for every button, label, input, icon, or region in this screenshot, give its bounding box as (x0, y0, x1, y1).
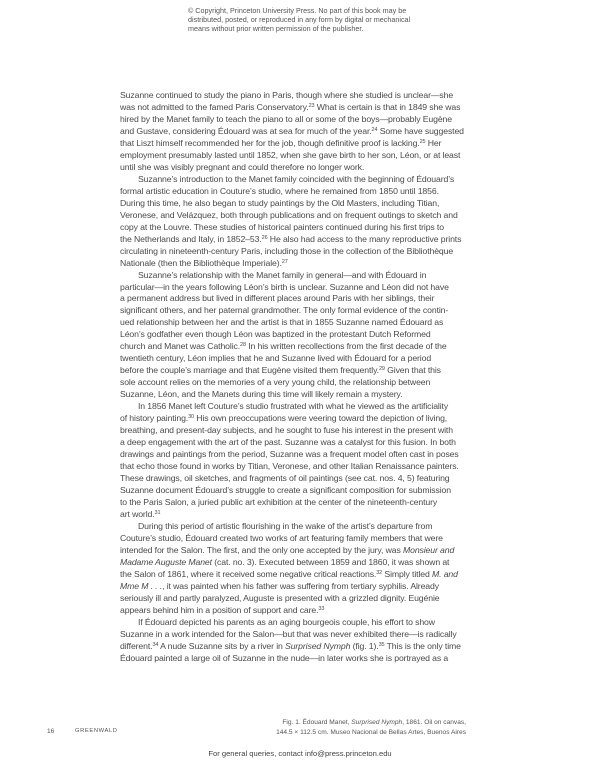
text-run: significant others, and her paternal grandmother. The only formal evidence of the contin- (120, 305, 449, 316)
text-run: What is certain is that in 1849 she was (314, 101, 461, 112)
footnote-ref: 32 (376, 569, 383, 576)
text-run: Suzanne’s relationship with the Manet family in general—and with Édouard in (138, 269, 427, 280)
text-line (120, 90, 500, 102)
paragraph (120, 521, 500, 617)
paragraph (120, 617, 500, 665)
text-line (120, 389, 500, 401)
text-line (120, 377, 500, 389)
text-run: formal artistic education in Couture’s studio, where he remained from 1850 until 1856. (120, 185, 439, 196)
text-line (120, 557, 500, 569)
text-run: In 1856 Manet left Couture’s studio frustrated with what he viewed as the artificiality (138, 401, 449, 412)
text-line (120, 222, 500, 234)
footnote-ref: 27 (281, 258, 288, 265)
text-line (120, 629, 500, 641)
text-run: Simply titled (382, 568, 432, 579)
text-run: ued relationship between her and the artist is that in 1855 Suzanne named Édouard as (120, 317, 444, 328)
text-run: different. (120, 640, 153, 651)
italic-title: M. and (431, 568, 458, 579)
text-run: the Netherlands and Italy, in 1852–53. (120, 233, 262, 244)
footnote-ref: 33 (318, 605, 325, 612)
text-run: that Liszt himself recommended her for the job, though definitive proof is lacking. (120, 137, 420, 148)
copyright-line: © Copyright, Princeton University Press. No part of this book may be (188, 6, 407, 15)
text-run: Some have suggested (377, 125, 464, 136)
text-run: and Gustave, considering Édouard was at sea for much of the year. (120, 125, 372, 136)
figure-caption (276, 718, 466, 738)
text-line (120, 126, 500, 138)
text-run: Édouard painted a large oil of Suzanne in the nude—in later works she is portrayed as a (120, 652, 449, 663)
text-run: Suzanne’s introduction to the Manet family coincided with the beginning of Édouard’s (138, 173, 455, 184)
footnote-ref: 30 (188, 414, 194, 421)
text-run: During this time, he also began to study paintings by the Old Masters, including Titian, (120, 197, 440, 208)
caption-line (276, 718, 466, 728)
footnote-ref: 26 (261, 234, 268, 241)
text-run: intended for the Salon. The first, and the only one accepted by the jury, was (120, 544, 403, 555)
text-run: hired by the Manet family to teach the piano to all or some of the boys—probably Eugène (120, 113, 452, 124)
text-line (120, 449, 500, 461)
text-run: that echo those found in works by Titian, Veronese, and other Italian Renaissance painters. (120, 461, 459, 472)
text-run: This is the only time (384, 640, 461, 651)
text-line (120, 521, 500, 533)
text-run: to the Paris Salon, a juried public art exhibition at the center of the nineteenth-century (120, 496, 438, 507)
text-line (120, 270, 500, 282)
italic-title: Monsieur and (402, 544, 455, 555)
text-line (120, 162, 500, 174)
text-line (120, 617, 500, 629)
caption-suffix: , 1861. Oil on canvas, (402, 719, 466, 726)
text-run: copy at the Louvre. These studies of historical painters continued during his first trips to (120, 221, 444, 232)
text-line (120, 353, 500, 365)
text-line (120, 198, 500, 210)
text-run: church and Manet was Catholic. (120, 341, 241, 352)
text-run: circulating in nineteenth-century Paris, including those in the collection of the Bibliothèque (120, 245, 454, 256)
text-line (120, 150, 500, 162)
text-run: In his written recollections from the first decade of the (245, 341, 447, 352)
text-run: Suzanne, Léon, and the Manets during this time will likely remain a mystery. (120, 389, 403, 400)
copyright-line: means without prior written permission of the publisher. (188, 24, 364, 33)
copyright-line: distributed, posted, or reproduced in any form by digital or mechanical (188, 15, 411, 24)
text-run: of history painting. (120, 413, 189, 424)
text-run: drawings and paintings from the period, Suzanne was a frequent model often cast in poses (120, 449, 459, 460)
text-run: Léon’s godfather even though Léon was baptized in the protestant Dutch Reformed (120, 329, 431, 340)
text-line (120, 545, 500, 557)
text-line (120, 305, 500, 317)
text-run: Suzanne continued to study the piano in Paris, though where she studied is unclear—she (120, 90, 454, 100)
text-run: breathing, and present-day subjects, and he sought to fuse his interest in the present with (120, 425, 453, 436)
running-head: GREENWALD (75, 728, 118, 734)
footnote-ref: 31 (154, 509, 161, 516)
text-line (120, 186, 500, 198)
body-text (120, 90, 500, 665)
paragraph (120, 90, 500, 174)
text-line (120, 473, 500, 485)
text-line (120, 461, 500, 473)
paragraph (120, 174, 500, 270)
text-run: Nationale (then the Bibliothèque Imperiale). (120, 257, 282, 268)
text-line (120, 174, 500, 186)
text-line (120, 317, 500, 329)
text-run: employment presumably lasted until 1852, when she gave birth to her son, Léon, or at least (120, 149, 461, 160)
text-run: seriously ill and partly paralyzed, Auguste is presented with a grizzled dignity. Eugénie (120, 592, 440, 603)
text-line (120, 258, 500, 270)
footnote-ref: 25 (419, 138, 426, 145)
copyright-notice (188, 6, 410, 33)
text-run: twentieth century, Léon implies that he and Suzanne lived with Édouard for a period (120, 353, 432, 364)
text-line (120, 641, 500, 653)
text-run: Veronese, and Velázquez, both through publications and on frequent outings to sketch and (120, 209, 458, 220)
text-run: was not admitted to the famed Paris Conservatory. (120, 101, 309, 112)
text-run: until she was visibly pregnant and could therefore no longer work. (120, 161, 365, 172)
text-run: (fig. 1). (350, 640, 379, 651)
footnote-ref: 23 (308, 102, 315, 109)
caption-artwork-title: Surprised Nymph (351, 719, 403, 726)
text-run: appears behind him in a position of support and care. (120, 604, 319, 615)
text-run: (cat. no. 3). Executed between 1859 and 1860, it was shown at (211, 556, 450, 567)
text-run: Suzanne in a work intended for the Salon—but that was never exhibited there—is radically (120, 628, 457, 639)
text-run: sole account relies on the memories of a very young child, the relationship between (120, 377, 431, 388)
page-number: 16 (47, 728, 55, 735)
text-line (120, 485, 500, 497)
italic-title: Mme M . . . (120, 580, 163, 591)
footnote-ref: 29 (378, 366, 385, 373)
text-run: particular—in the years following Léon’s birth is unclear. Suzanne and Léon did not have (120, 281, 449, 292)
text-run: , it was painted when his father was suffering from tertiary syphilis. Already (162, 580, 439, 591)
text-run: Suzanne document Édouard’s struggle to create a significant composition for submission (120, 484, 451, 495)
footer-contact: For general queries, contact info@press.princeton.edu (208, 749, 392, 758)
text-line (120, 234, 500, 246)
text-run: Her (425, 137, 442, 148)
text-line (120, 114, 500, 126)
caption-line: 144.5 × 112.5 cm. Museo Nacional de Bellas Artes, Buenos Aires (276, 729, 466, 736)
text-run: During this period of artistic flourishing in the wake of the artist’s departure from (138, 520, 433, 531)
text-line (120, 569, 500, 581)
text-run: a deep engagement with the art of the past. Suzanne was a catalyst for this fusion. In both (120, 437, 456, 448)
text-run: a permanent address but lived in different places around Paris with her siblings, their (120, 293, 435, 304)
text-line (120, 425, 500, 437)
text-run: before the couple’s marriage and that Eugène visited them frequently. (120, 365, 379, 376)
text-line (120, 282, 500, 294)
text-line (120, 581, 500, 593)
text-line (120, 246, 500, 258)
text-line (120, 329, 500, 341)
italic-title: Surprised Nymph (285, 640, 351, 651)
paragraph (120, 270, 500, 402)
caption-prefix: Fig. 1. Édouard Manet, (282, 719, 352, 726)
text-line (120, 509, 500, 521)
text-line (120, 210, 500, 222)
text-line (120, 293, 500, 305)
text-line (120, 365, 500, 377)
text-run: If Édouard depicted his parents as an aging bourgeois couple, his effort to show (138, 616, 435, 627)
text-run: Couture’s studio, Édouard created two works of art featuring family members that were (120, 532, 443, 543)
text-line (120, 593, 500, 605)
paragraph (120, 401, 500, 521)
text-run: He also had access to the many reproductive prints (267, 233, 462, 244)
text-line (120, 653, 500, 665)
text-line (120, 401, 500, 413)
footnote-ref: 35 (378, 641, 385, 648)
text-line (120, 138, 500, 150)
text-line (120, 437, 500, 449)
text-run: These drawings, oil sketches, and fragments of oil paintings (see cat. nos. 4, 5) featuring (120, 473, 450, 483)
footnote-ref: 24 (371, 126, 378, 133)
text-line (120, 102, 500, 114)
text-run: Given that this (384, 365, 441, 376)
footnote-ref: 28 (240, 342, 246, 349)
text-line (120, 413, 500, 425)
text-line (120, 497, 500, 509)
text-line (120, 533, 500, 545)
text-line (120, 605, 500, 617)
text-run: the Salon of 1861, where it received some negative critical reactions. (120, 568, 377, 579)
text-line (120, 341, 500, 353)
text-run: art world. (120, 508, 155, 519)
italic-title: Madame Auguste Manet (120, 556, 212, 567)
footnote-ref: 34 (152, 641, 159, 648)
text-run: A nude Suzanne sits by a river in (158, 640, 286, 651)
text-run: His own preoccupations were veering toward the depiction of living, (194, 413, 448, 424)
